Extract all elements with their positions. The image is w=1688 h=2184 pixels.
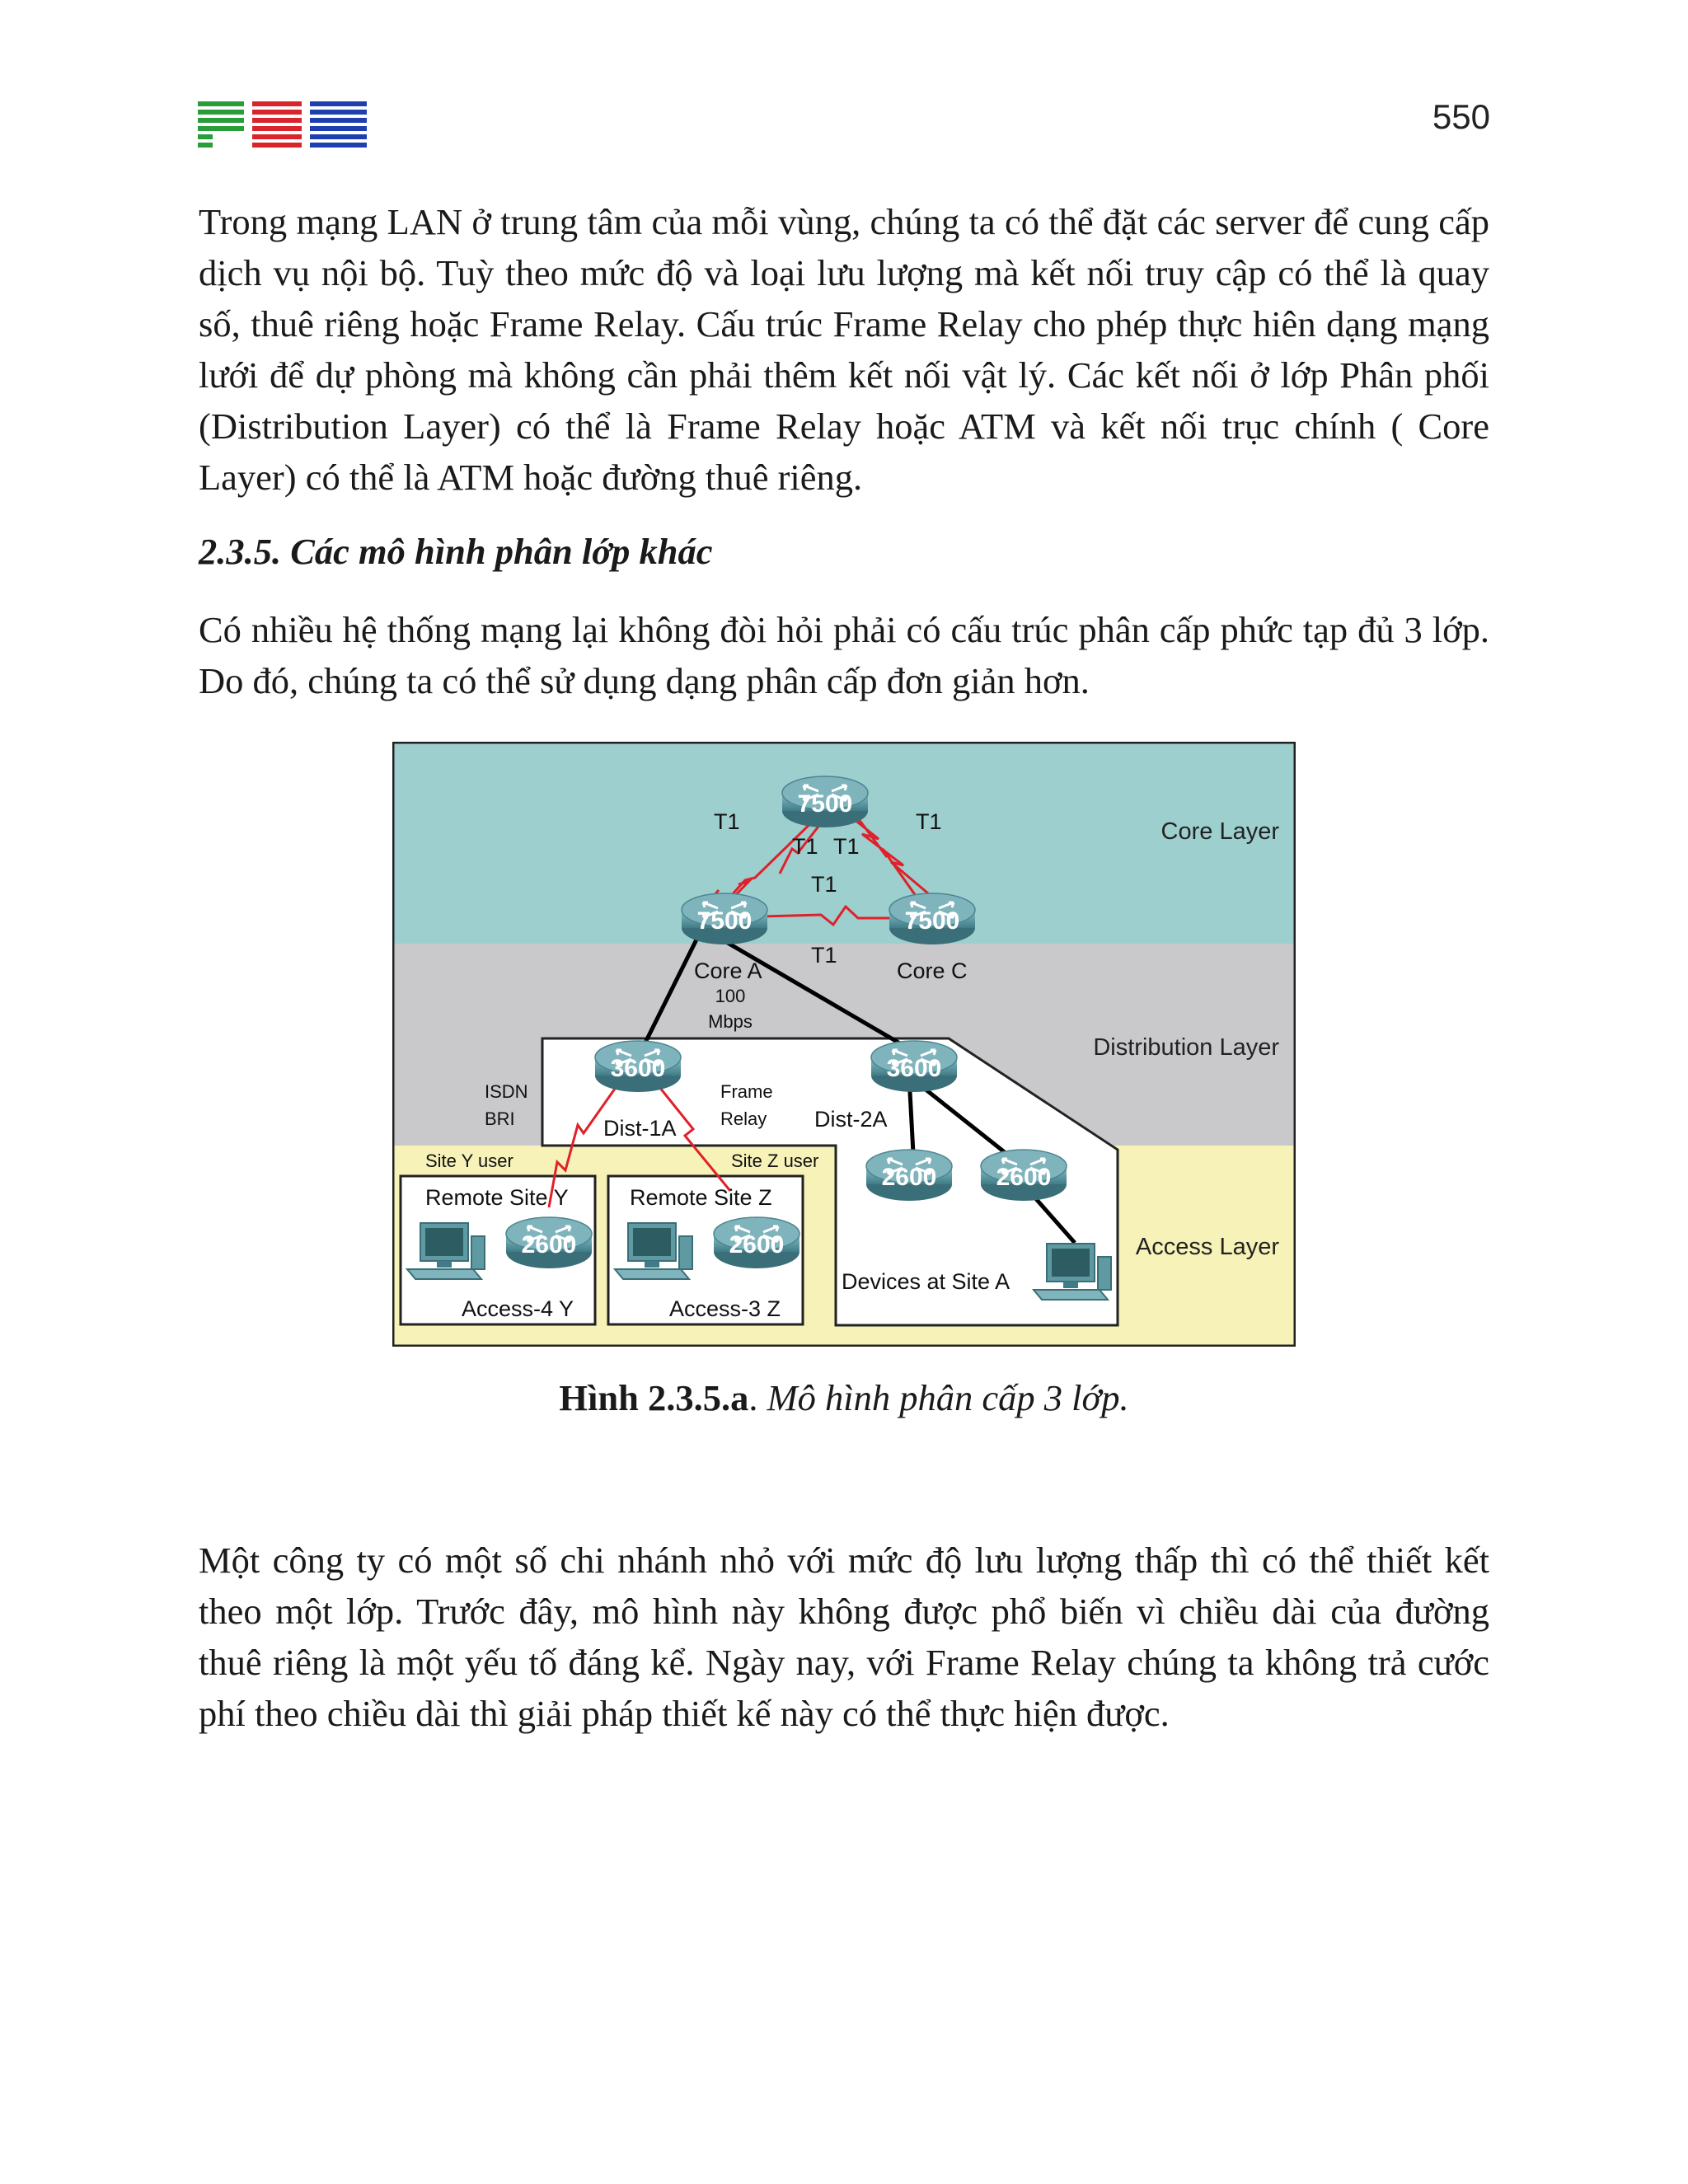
router-access-3 [714, 1217, 799, 1268]
relay-label: Relay [720, 1108, 767, 1129]
core-layer-label: Core Layer [1160, 818, 1279, 845]
router-label: 3600 [886, 1055, 942, 1082]
router-label: 2600 [729, 1231, 785, 1258]
page-number: 550 [1432, 97, 1490, 136]
caption-label: Hình 2.3.5.a [559, 1377, 749, 1418]
t1-label: T1 [916, 809, 942, 834]
site-z-user-label: Site Z user [731, 1151, 819, 1171]
paragraph-2: Có nhiều hệ thống mạng lại không đòi hỏi phải có cấu trúc phân cấp phức tạp đủ 3 lớp. Do đó, chúng ta có thể sử dụng dạng phân cấp đơn giản hơn. [199, 609, 1489, 701]
router-access-4 [506, 1217, 592, 1268]
dist-1a-label: Dist-1A [603, 1116, 677, 1141]
router-label: 7500 [696, 907, 753, 935]
t1-label: T1 [811, 943, 837, 968]
router-label: 3600 [610, 1055, 666, 1082]
network-diagram [392, 742, 1296, 1347]
core-a-label: Core A [694, 958, 762, 983]
core-c-label: Core C [897, 958, 968, 983]
site-y-user-label: Site Y user [425, 1151, 513, 1171]
t1-label: T1 [792, 834, 818, 859]
router-site-a-2 [981, 1150, 1067, 1201]
dist-2a-label: Dist-2A [814, 1107, 888, 1132]
distribution-layer-label: Distribution Layer [1093, 1034, 1279, 1061]
access-3-label: Access-3 Z [669, 1296, 781, 1321]
router-label: 7500 [904, 907, 960, 935]
remote-site-z-label: Remote Site Z [630, 1185, 772, 1210]
network-hierarchy-figure [392, 742, 1296, 1347]
pnh-logo [198, 101, 367, 148]
router-dist-2a [871, 1041, 957, 1092]
frame-label: Frame [720, 1081, 773, 1102]
devices-site-a-label: Devices at Site A [842, 1269, 1010, 1294]
router-label: 2600 [881, 1164, 937, 1191]
t1-label: T1 [811, 872, 837, 897]
bri-label: BRI [485, 1108, 515, 1129]
router-label: 2600 [996, 1164, 1052, 1191]
paragraph-3: Một công ty có một số chi nhánh nhỏ với mức độ lưu lượng thấp thì có thể thiết kết theo một lớp. Trước đây, mô hình này không được phổ biến vì chiều dài của đường thuê riêng là một yếu tố đáng kể. Ngày nay, với Frame Relay chúng ta không trả cước phí theo chiều dài thì giải pháp thiết kế này có thể thực hiện được. [199, 1540, 1489, 1734]
remote-site-y-label: Remote Site Y [425, 1185, 569, 1210]
t1-label: T1 [714, 809, 740, 834]
caption-text: Mô hình phân cấp 3 lớp. [767, 1377, 1129, 1418]
router-core-top [782, 776, 868, 827]
speed-unit-label: Mbps [708, 1011, 753, 1032]
router-core-a [682, 893, 767, 944]
section-heading: 2.3.5. Các mô hình phân lớp khác [199, 531, 713, 572]
figure-caption [0, 1376, 1688, 1419]
t1-label: T1 [833, 834, 860, 859]
isdn-label: ISDN [485, 1081, 528, 1102]
speed-label: 100 [715, 986, 746, 1006]
router-label: 2600 [521, 1231, 577, 1258]
access-4-label: Access-4 Y [462, 1296, 574, 1321]
paragraph-1: Trong mạng LAN ở trung tâm của mỗi vùng, chúng ta có thể đặt các server để cung cấp dịch vụ nội bộ. Tuỳ theo mức độ và loại lưu lượng mà kết nối truy cập có thể là quay số, thuê riêng hoặc Frame Relay. Cấu trúc Frame Relay cho phép thực hiên dạng mạng lưới để dự phòng mà không cần phải thêm kết nối vật lý. Các kết nối ở lớp Phân phối (Distribution Layer) có thể là Frame Relay hoặc ATM và kết nối trục chính ( Core Layer) có thể là ATM hoặc đường thuê riêng. [199, 201, 1489, 498]
router-dist-1a [595, 1041, 681, 1092]
access-layer-label: Access Layer [1135, 1234, 1279, 1260]
router-label: 7500 [797, 790, 853, 818]
router-site-a-1 [866, 1150, 952, 1201]
router-core-c [889, 893, 975, 944]
caption-separator: . [748, 1377, 767, 1418]
